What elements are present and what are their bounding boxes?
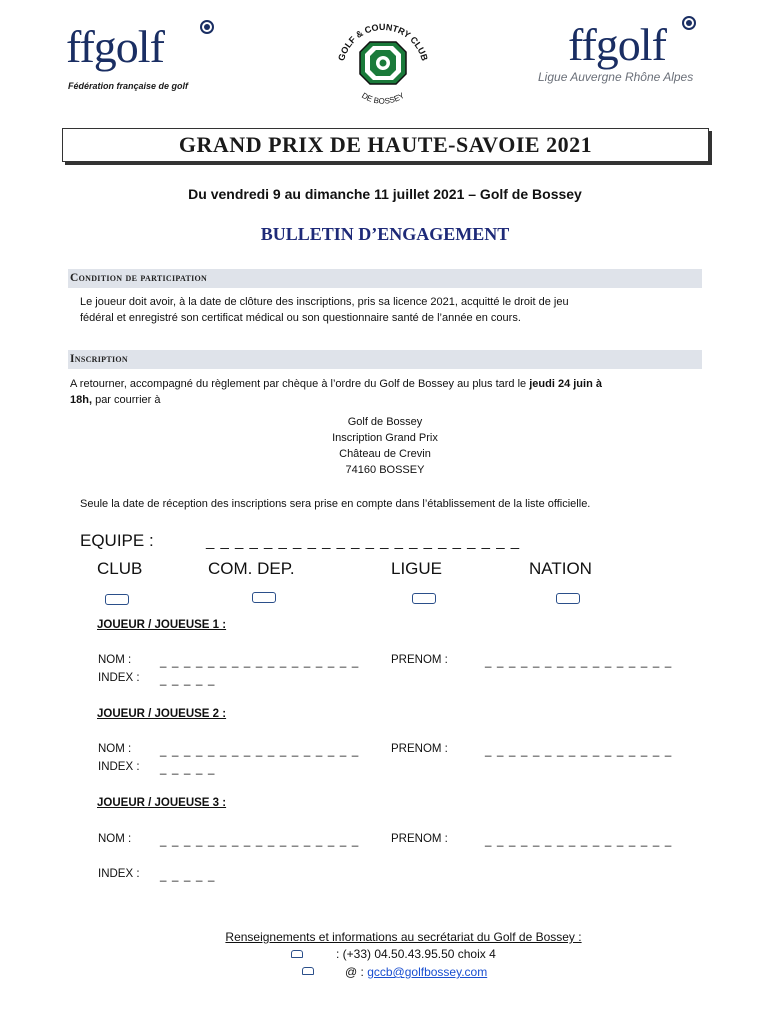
- address-line: 74160 BOSSEY: [345, 464, 425, 476]
- player-1-nom-input[interactable]: _ _ _ _ _ _ _ _ _ _ _ _ _ _ _ _ _: [160, 656, 360, 668]
- inscription-note: Seule la date de réception des inscriptions sera prise en compte dans l’établissement de la liste officielle.: [80, 498, 591, 510]
- player-1-prenom-input[interactable]: _ _ _ _ _ _ _ _ _ _ _ _ _ _ _ _: [485, 656, 673, 668]
- octagon-emblem: [360, 42, 406, 84]
- category-ligue-label: LIGUE: [391, 559, 443, 578]
- category-ligue-checkbox[interactable]: [412, 593, 436, 604]
- player-2-nom-label: NOM :: [98, 743, 132, 755]
- address-line: Inscription Grand Prix: [332, 432, 438, 444]
- ffgolf-logo-left: ffgolf: [66, 21, 164, 72]
- inscription-heading: Inscription: [68, 350, 702, 369]
- inscription-line1: A retourner, accompagné du règlement par chèque à l’ordre du Golf de Bossey au plus tard le: [70, 378, 530, 390]
- footer-title: Renseignements et informations au secrétariat du Golf de Bossey :: [225, 930, 582, 944]
- player-3-heading: JOUEUR / JOUEUSE 3 :: [97, 797, 227, 809]
- condition-text-line1: Le joueur doit avoir, à la date de clôture des inscriptions, pris sa licence 2021, acquitté le droit de jeu: [80, 296, 569, 308]
- equipe-input[interactable]: _ _ _ _ _ _ _ _ _ _ _ _ _ _ _ _ _ _ _ _ _ _: [206, 533, 521, 550]
- category-nation-label: NATION: [529, 559, 592, 578]
- club-logo: [326, 12, 440, 108]
- player-1-index-input[interactable]: _ _ _ _ _: [160, 674, 216, 686]
- player-1-index-label: INDEX :: [98, 672, 140, 684]
- category-comdep-checkbox[interactable]: [252, 592, 276, 603]
- heart-ball-icon: [200, 20, 214, 34]
- category-nation-checkbox[interactable]: [556, 593, 580, 604]
- inscription-deadline-time: 18h,: [70, 394, 93, 406]
- player-3-index-label: INDEX :: [98, 868, 140, 880]
- player-3-nom-label: NOM :: [98, 833, 132, 845]
- player-2-prenom-input[interactable]: _ _ _ _ _ _ _ _ _ _ _ _ _ _ _ _: [485, 745, 673, 757]
- heart-ball-icon: [682, 16, 696, 30]
- category-club-label: CLUB: [97, 559, 143, 578]
- ffgolf-logo-right: ffgolf: [568, 19, 666, 70]
- club-logo-bottom-text: DE BOSSEY: [360, 90, 406, 106]
- player-2-index-label: INDEX :: [98, 761, 140, 773]
- player-3-nom-input[interactable]: _ _ _ _ _ _ _ _ _ _ _ _ _ _ _ _ _: [160, 835, 360, 847]
- category-club-checkbox[interactable]: [105, 594, 129, 605]
- ffgolf-subtitle-left: Fédération française de golf: [68, 81, 189, 91]
- category-comdep-label: COM. DEP.: [208, 559, 295, 578]
- player-2-heading: JOUEUR / JOUEUSE 2 :: [97, 708, 227, 720]
- bulletin-title: BULLETIN D’ENGAGEMENT: [260, 224, 510, 244]
- address-line: Golf de Bossey: [347, 416, 423, 428]
- ffgolf-subtitle-right: Ligue Auvergne Rhône Alpes: [538, 70, 694, 84]
- condition-heading: Condition de participation: [68, 269, 702, 288]
- club-logo-top-text: GOLF & COUNTRY CLUB: [336, 21, 430, 62]
- footer-phone: : (+33) 04.50.43.95.50 choix 4: [336, 947, 496, 961]
- player-3-index-input[interactable]: _ _ _ _ _: [160, 870, 216, 882]
- player-2-index-input[interactable]: _ _ _ _ _: [160, 763, 216, 775]
- phone-icon: [291, 950, 303, 958]
- player-2-nom-input[interactable]: _ _ _ _ _ _ _ _ _ _ _ _ _ _ _ _ _: [160, 745, 360, 757]
- event-dates: Du vendredi 9 au dimanche 11 juillet 2021 – Golf de Bossey: [188, 186, 582, 202]
- equipe-label: EQUIPE :: [80, 531, 154, 550]
- inscription-line2: par courrier à: [92, 394, 161, 406]
- page-title: GRAND PRIX DE HAUTE-SAVOIE 2021: [178, 132, 593, 157]
- inscription-deadline: jeudi 24 juin à: [529, 378, 602, 390]
- player-1-nom-label: NOM :: [98, 654, 132, 666]
- footer-email-line: [345, 965, 487, 979]
- inscription-text: [70, 376, 710, 408]
- player-1-prenom-label: PRENOM :: [391, 654, 448, 666]
- condition-text: [80, 294, 720, 326]
- email-prefix: @ :: [345, 965, 368, 979]
- player-2-prenom-label: PRENOM :: [391, 743, 448, 755]
- player-3-prenom-label: PRENOM :: [391, 833, 448, 845]
- player-1-heading: JOUEUR / JOUEUSE 1 :: [97, 619, 227, 631]
- condition-text-line2: fédéral et enregistré son certificat médical ou son questionnaire santé de l’année en cours.: [80, 312, 521, 324]
- email-link[interactable]: gccb@golfbossey.com: [367, 965, 488, 979]
- phone-icon: [302, 967, 314, 975]
- address-line: Château de Crevin: [339, 448, 431, 460]
- mailing-address: [0, 414, 770, 478]
- title-box: [62, 128, 709, 162]
- player-3-prenom-input[interactable]: _ _ _ _ _ _ _ _ _ _ _ _ _ _ _ _: [485, 835, 673, 847]
